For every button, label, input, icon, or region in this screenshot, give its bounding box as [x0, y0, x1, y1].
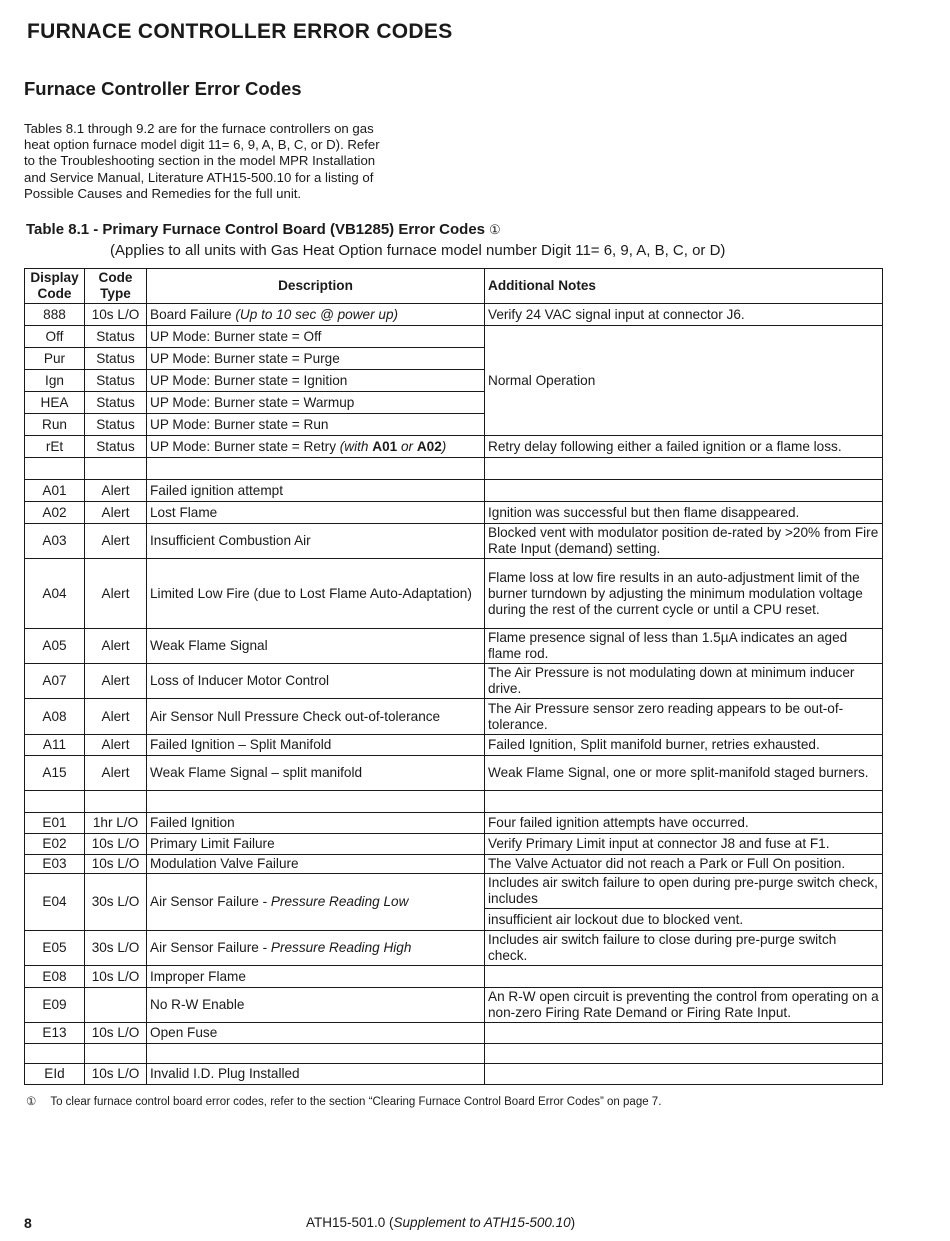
table-row: [25, 304, 883, 326]
code-type-cell: 10s L/O: [85, 834, 147, 855]
table-row: [25, 735, 883, 756]
code-type-cell: Status: [85, 370, 147, 392]
notes-cell: Failed Ignition, Split manifold burner, retries exhausted.: [485, 735, 883, 756]
blank-row: [25, 791, 883, 813]
code-type-cell: Alert: [85, 664, 147, 699]
code-type-cell: Alert: [85, 629, 147, 664]
description-cell: Insufficient Combustion Air: [147, 524, 485, 559]
display-code-cell: Ign: [25, 370, 85, 392]
display-code-cell: E02: [25, 834, 85, 855]
notes-cell: Flame loss at low fire results in an auto-adjustment limit of the burner turndown by adjusting the minimum modulation voltage during the rest of the current cycle or until a CPU reset.: [485, 559, 883, 629]
intro-line: and Service Manual, Literature ATH15-500.10 for a listing of: [24, 169, 374, 185]
table-row: [25, 436, 883, 458]
notes-cell: Retry delay following either a failed ignition or a flame loss.: [485, 436, 883, 458]
code-type-cell: Alert: [85, 559, 147, 629]
code-type-cell: Status: [85, 392, 147, 414]
code-type-cell: Alert: [85, 735, 147, 756]
description-cell: Air Sensor Failure - Pressure Reading High: [147, 931, 485, 966]
display-code-cell: A08: [25, 699, 85, 735]
table-subtitle: (Applies to all units with Gas Heat Option furnace model number Digit 11= 6, 9, A, B, C, or D): [110, 242, 726, 259]
display-code-cell: E01: [25, 813, 85, 834]
description-cell: Modulation Valve Failure: [147, 855, 485, 874]
notes-cell: Four failed ignition attempts have occurred.: [485, 813, 883, 834]
intro-line: Possible Causes and Remedies for the full unit.: [24, 185, 302, 201]
description-cell: Air Sensor Failure - Pressure Reading Low: [147, 874, 485, 931]
description-cell: UP Mode: Burner state = Ignition: [147, 370, 485, 392]
intro-paragraph: [24, 121, 424, 202]
table-row: [25, 664, 883, 699]
table-row: [25, 988, 883, 1023]
display-code-cell: 888: [25, 304, 85, 326]
description-cell: Weak Flame Signal: [147, 629, 485, 664]
code-type-cell: 10s L/O: [85, 855, 147, 874]
notes-cell: Ignition was successful but then flame disappeared.: [485, 502, 883, 524]
table-row: [25, 966, 883, 988]
code-type-cell: Status: [85, 326, 147, 348]
code-type-cell: Alert: [85, 480, 147, 502]
description-cell: Primary Limit Failure: [147, 834, 485, 855]
description-cell: Lost Flame: [147, 502, 485, 524]
notes-cell: Weak Flame Signal, one or more split-manifold staged burners.: [485, 756, 883, 791]
notes-cell: [485, 966, 883, 988]
display-code-cell: A02: [25, 502, 85, 524]
footnote-marker: ①: [26, 1096, 37, 1108]
display-code-cell: E04: [25, 874, 85, 931]
table-row: [25, 834, 883, 855]
description-cell: UP Mode: Burner state = Off: [147, 326, 485, 348]
code-type-cell: 30s L/O: [85, 931, 147, 966]
code-type-cell: Alert: [85, 524, 147, 559]
description-cell: Board Failure (Up to 10 sec @ power up): [147, 304, 485, 326]
table-row: [25, 813, 883, 834]
description-cell: UP Mode: Burner state = Retry (with A01 or A02): [147, 436, 485, 458]
code-type-cell: 10s L/O: [85, 1064, 147, 1085]
intro-line: heat option furnace model digit 11= 6, 9, A, B, C, or D). Refer: [24, 137, 380, 153]
code-type-cell: [85, 988, 147, 1023]
display-code-cell: Off: [25, 326, 85, 348]
table-row: [25, 874, 883, 909]
table-row: [25, 756, 883, 791]
description-cell: Failed Ignition – Split Manifold: [147, 735, 485, 756]
display-code-cell: A01: [25, 480, 85, 502]
table-title-text: Table 8.1 - Primary Furnace Control Board (VB1285) Error Codes: [26, 221, 486, 238]
table-row: [25, 1064, 883, 1085]
description-cell: Weak Flame Signal – split manifold: [147, 756, 485, 791]
display-code-cell: EId: [25, 1064, 85, 1085]
blank-row: [25, 1044, 883, 1064]
display-code-cell: A15: [25, 756, 85, 791]
notes-cell: Includes air switch failure to close during pre-purge switch check.: [485, 931, 883, 966]
section-title: Furnace Controller Error Codes: [24, 78, 302, 99]
notes-cell-merged: Normal Operation: [485, 326, 883, 436]
display-code-cell: Run: [25, 414, 85, 436]
page-header: FURNACE CONTROLLER ERROR CODES: [27, 20, 453, 43]
table-title: [26, 221, 501, 238]
display-code-cell: E03: [25, 855, 85, 874]
description-cell: Air Sensor Null Pressure Check out-of-tolerance: [147, 699, 485, 735]
page-number: 8: [24, 1215, 32, 1231]
description-cell: Failed ignition attempt: [147, 480, 485, 502]
display-code-cell: E13: [25, 1023, 85, 1044]
table-row: [25, 1023, 883, 1044]
display-code-cell: A07: [25, 664, 85, 699]
display-code-cell: A04: [25, 559, 85, 629]
code-type-cell: Alert: [85, 699, 147, 735]
footnote: [26, 1094, 661, 1108]
code-type-cell: 10s L/O: [85, 304, 147, 326]
description-cell: Invalid I.D. Plug Installed: [147, 1064, 485, 1085]
display-code-cell: Pur: [25, 348, 85, 370]
notes-cell: [485, 1023, 883, 1044]
table-row: [25, 559, 883, 629]
code-type-cell: Status: [85, 414, 147, 436]
display-code-cell: A03: [25, 524, 85, 559]
display-code-cell: E05: [25, 931, 85, 966]
notes-cell: Blocked vent with modulator position de-rated by >20% from Fire Rate Input (demand) setting.: [485, 524, 883, 559]
display-code-cell: A05: [25, 629, 85, 664]
description-cell: Improper Flame: [147, 966, 485, 988]
description-cell: Limited Low Fire (due to Lost Flame Auto-Adaptation): [147, 559, 485, 629]
header-description: Description: [147, 269, 485, 304]
description-cell: No R-W Enable: [147, 988, 485, 1023]
code-type-cell: Alert: [85, 756, 147, 791]
notes-cell: The Air Pressure sensor zero reading appears to be out-of-tolerance.: [485, 699, 883, 735]
notes-cell: Flame presence signal of less than 1.5µA indicates an aged flame rod.: [485, 629, 883, 664]
notes-cell: Includes air switch failure to open during pre-purge switch check, includes: [485, 874, 883, 909]
table-row: [25, 480, 883, 502]
document-reference: ATH15-501.0 (Supplement to ATH15-500.10): [306, 1215, 576, 1230]
table-row: [25, 629, 883, 664]
code-type-cell: Alert: [85, 502, 147, 524]
display-code-cell: E08: [25, 966, 85, 988]
description-cell: UP Mode: Burner state = Run: [147, 414, 485, 436]
notes-cell: insufficient air lockout due to blocked vent.: [485, 909, 883, 931]
table-row: [25, 931, 883, 966]
error-codes-table: [24, 268, 883, 1085]
display-code-cell: A11: [25, 735, 85, 756]
notes-cell: [485, 1064, 883, 1085]
code-type-cell: 10s L/O: [85, 1023, 147, 1044]
header-additional-notes: Additional Notes: [485, 269, 883, 304]
table-row: [25, 326, 883, 348]
description-cell: UP Mode: Burner state = Purge: [147, 348, 485, 370]
display-code-cell: E09: [25, 988, 85, 1023]
header-display-code: Display Code: [25, 269, 85, 304]
table-header-row: [25, 269, 883, 304]
header-code-type: Code Type: [85, 269, 147, 304]
intro-line: to the Troubleshooting section in the model MPR Installation: [24, 153, 376, 169]
code-type-cell: 30s L/O: [85, 874, 147, 931]
code-type-cell: 1hr L/O: [85, 813, 147, 834]
display-code-cell: HEA: [25, 392, 85, 414]
table-row: [25, 699, 883, 735]
description-cell: Loss of Inducer Motor Control: [147, 664, 485, 699]
notes-cell: The Air Pressure is not modulating down at minimum inducer drive.: [485, 664, 883, 699]
code-type-cell: 10s L/O: [85, 966, 147, 988]
description-cell: UP Mode: Burner state = Warmup: [147, 392, 485, 414]
footnote-marker: ①: [489, 222, 501, 237]
notes-cell: The Valve Actuator did not reach a Park or Full On position.: [485, 855, 883, 874]
intro-line: Tables 8.1 through 9.2 are for the furnace controllers on gas: [24, 121, 374, 136]
table-row: [25, 502, 883, 524]
description-cell: Open Fuse: [147, 1023, 485, 1044]
table-row: [25, 524, 883, 559]
notes-cell: Verify Primary Limit input at connector J8 and fuse at F1.: [485, 834, 883, 855]
display-code-cell: rEt: [25, 436, 85, 458]
code-type-cell: Status: [85, 348, 147, 370]
notes-cell: Verify 24 VAC signal input at connector J6.: [485, 304, 883, 326]
blank-row: [25, 458, 883, 480]
footnote-text: To clear furnace control board error codes, refer to the section “Clearing Furnace Control Board Error Codes” on page 7.: [50, 1096, 662, 1108]
notes-cell: An R-W open circuit is preventing the control from operating on a non-zero Firing Rate Demand or Firing Rate Input.: [485, 988, 883, 1023]
code-type-cell: Status: [85, 436, 147, 458]
notes-cell: [485, 480, 883, 502]
table-row: [25, 855, 883, 874]
description-cell: Failed Ignition: [147, 813, 485, 834]
